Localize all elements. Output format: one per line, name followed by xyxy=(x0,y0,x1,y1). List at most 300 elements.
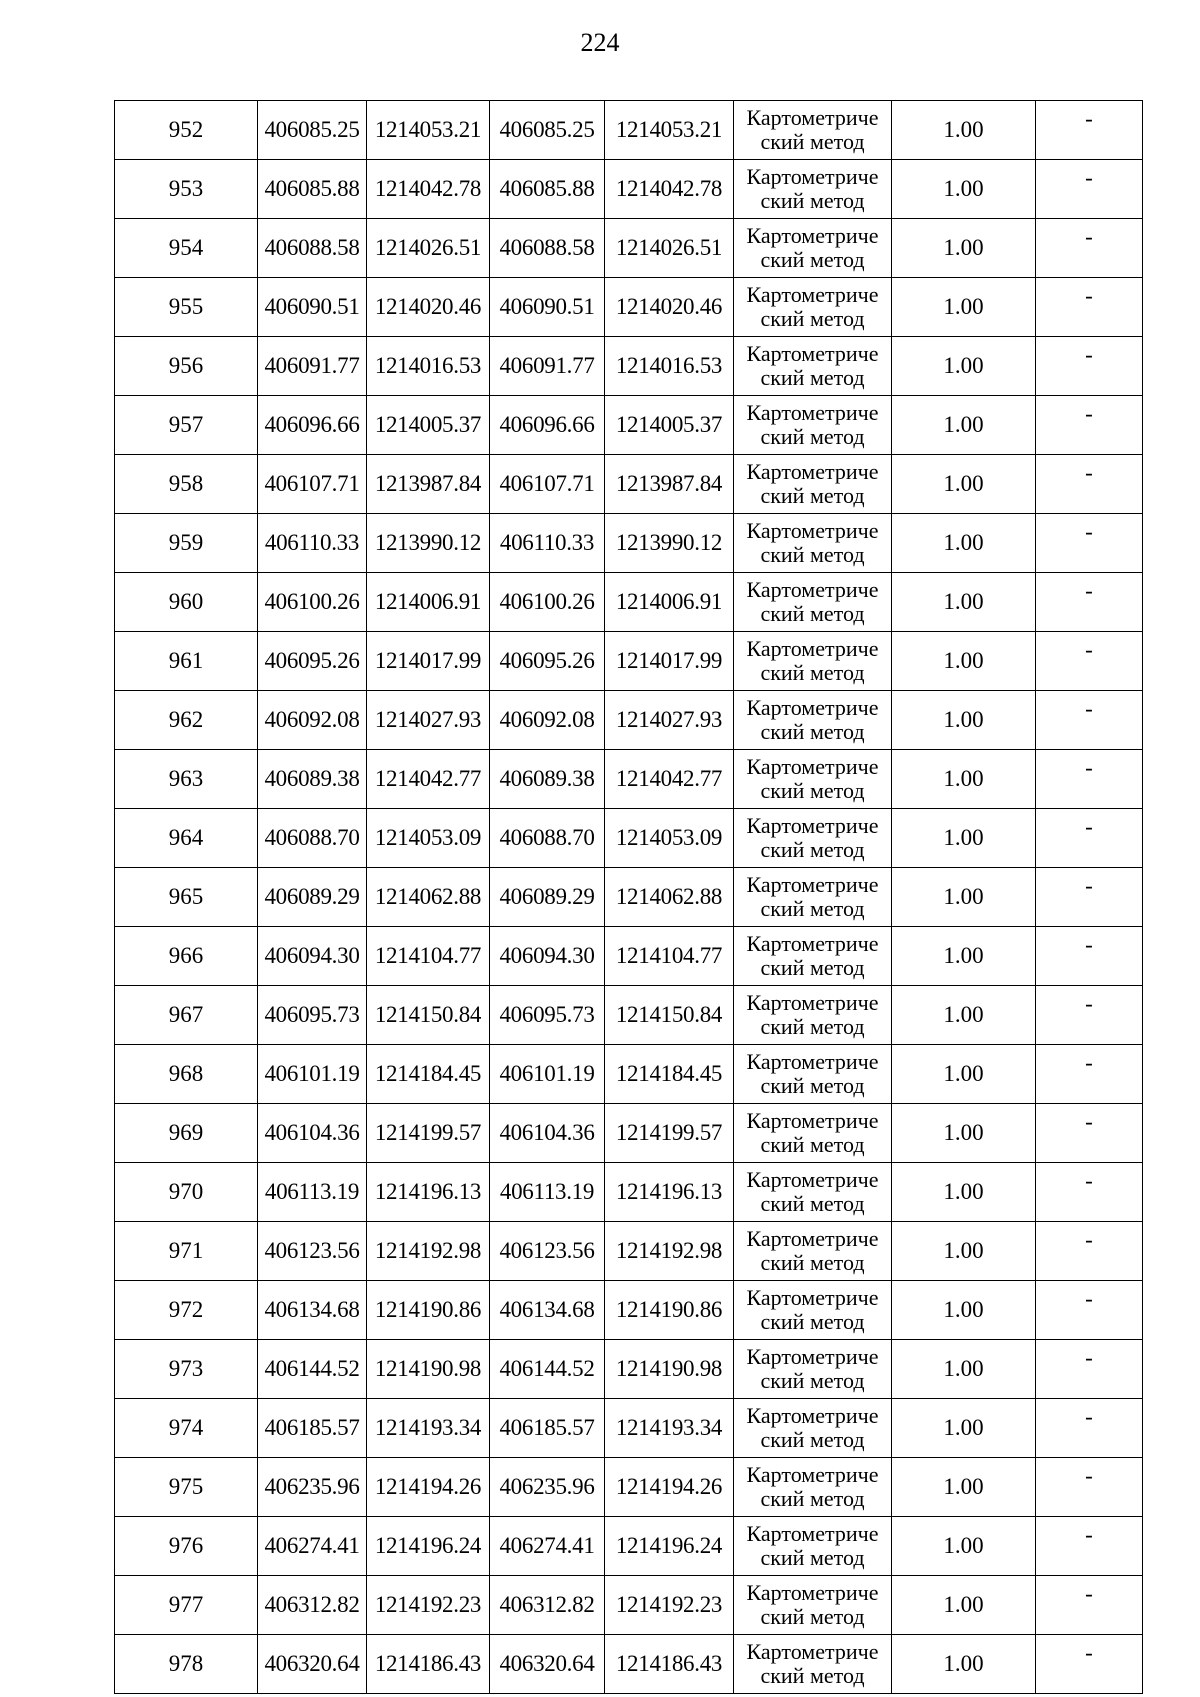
precision-cell: 1.00 xyxy=(892,691,1036,750)
method-line-2: ский метод xyxy=(760,778,865,803)
precision-cell: 1.00 xyxy=(892,986,1036,1045)
table-row xyxy=(115,1340,1143,1399)
x-coordinate-new-cell: 406096.66 xyxy=(490,396,605,455)
x-coordinate-cell: 406085.88 xyxy=(258,160,367,219)
y-coordinate-new-cell: 1214196.13 xyxy=(605,1163,734,1222)
point-number-cell: 959 xyxy=(115,514,258,573)
y-coordinate-new-cell: 1214190.98 xyxy=(605,1340,734,1399)
x-coordinate-new-cell: 406089.29 xyxy=(490,868,605,927)
point-number-cell: 953 xyxy=(115,160,258,219)
method-line-1: Картометриче xyxy=(746,1226,879,1251)
note-cell: - xyxy=(1036,1517,1143,1576)
x-coordinate-new-cell: 406185.57 xyxy=(490,1399,605,1458)
method-cell xyxy=(734,160,892,219)
note-cell: - xyxy=(1036,1399,1143,1458)
table-row xyxy=(115,1576,1143,1635)
y-coordinate-new-cell: 1214020.46 xyxy=(605,278,734,337)
method-line-1: Картометриче xyxy=(746,1580,879,1605)
note-cell: - xyxy=(1036,1163,1143,1222)
x-coordinate-new-cell: 406312.82 xyxy=(490,1576,605,1635)
x-coordinate-cell: 406095.73 xyxy=(258,986,367,1045)
note-cell: - xyxy=(1036,1222,1143,1281)
x-coordinate-new-cell: 406100.26 xyxy=(490,573,605,632)
x-coordinate-new-cell: 406091.77 xyxy=(490,337,605,396)
point-number-cell: 960 xyxy=(115,573,258,632)
method-line-2: ский метод xyxy=(760,188,865,213)
point-number-cell: 963 xyxy=(115,750,258,809)
method-cell xyxy=(734,101,892,160)
x-coordinate-cell: 406090.51 xyxy=(258,278,367,337)
point-number-cell: 957 xyxy=(115,396,258,455)
y-coordinate-new-cell: 1214053.21 xyxy=(605,101,734,160)
point-number-cell: 975 xyxy=(115,1458,258,1517)
method-line-1: Картометриче xyxy=(746,459,879,484)
method-cell xyxy=(734,396,892,455)
note-cell: - xyxy=(1036,1104,1143,1163)
x-coordinate-cell: 406091.77 xyxy=(258,337,367,396)
method-line-2: ский метод xyxy=(760,1132,865,1157)
x-coordinate-new-cell: 406235.96 xyxy=(490,1458,605,1517)
y-coordinate-cell: 1214184.45 xyxy=(367,1045,490,1104)
x-coordinate-cell: 406095.26 xyxy=(258,632,367,691)
y-coordinate-new-cell: 1214193.34 xyxy=(605,1399,734,1458)
point-number-cell: 971 xyxy=(115,1222,258,1281)
method-line-2: ский метод xyxy=(760,1309,865,1334)
method-line-2: ский метод xyxy=(760,896,865,921)
x-coordinate-cell: 406094.30 xyxy=(258,927,367,986)
method-cell xyxy=(734,927,892,986)
method-line-2: ский метод xyxy=(760,129,865,154)
table-row xyxy=(115,278,1143,337)
y-coordinate-new-cell: 1214184.45 xyxy=(605,1045,734,1104)
precision-cell: 1.00 xyxy=(892,1281,1036,1340)
precision-cell: 1.00 xyxy=(892,278,1036,337)
precision-cell: 1.00 xyxy=(892,1163,1036,1222)
method-cell xyxy=(734,809,892,868)
method-line-1: Картометриче xyxy=(746,754,879,779)
method-line-1: Картометриче xyxy=(746,1108,879,1133)
note-cell: - xyxy=(1036,986,1143,1045)
y-coordinate-cell: 1214193.34 xyxy=(367,1399,490,1458)
precision-cell: 1.00 xyxy=(892,632,1036,691)
method-cell xyxy=(734,278,892,337)
x-coordinate-cell: 406085.25 xyxy=(258,101,367,160)
y-coordinate-cell: 1214020.46 xyxy=(367,278,490,337)
method-line-1: Картометриче xyxy=(746,282,879,307)
note-cell: - xyxy=(1036,219,1143,278)
table-row xyxy=(115,1517,1143,1576)
method-line-2: ский метод xyxy=(760,719,865,744)
point-number-cell: 965 xyxy=(115,868,258,927)
x-coordinate-new-cell: 406088.70 xyxy=(490,809,605,868)
y-coordinate-cell: 1214186.43 xyxy=(367,1635,490,1694)
x-coordinate-cell: 406096.66 xyxy=(258,396,367,455)
point-number-cell: 964 xyxy=(115,809,258,868)
y-coordinate-new-cell: 1214104.77 xyxy=(605,927,734,986)
note-cell: - xyxy=(1036,1635,1143,1694)
x-coordinate-cell: 406274.41 xyxy=(258,1517,367,1576)
method-cell xyxy=(734,514,892,573)
note-cell: - xyxy=(1036,927,1143,986)
note-cell: - xyxy=(1036,573,1143,632)
method-line-2: ский метод xyxy=(760,365,865,390)
note-cell: - xyxy=(1036,1576,1143,1635)
point-number-cell: 973 xyxy=(115,1340,258,1399)
precision-cell: 1.00 xyxy=(892,1104,1036,1163)
x-coordinate-new-cell: 406113.19 xyxy=(490,1163,605,1222)
method-line-2: ский метод xyxy=(760,837,865,862)
point-number-cell: 977 xyxy=(115,1576,258,1635)
method-cell xyxy=(734,750,892,809)
method-line-2: ский метод xyxy=(760,1014,865,1039)
y-coordinate-cell: 1214017.99 xyxy=(367,632,490,691)
x-coordinate-cell: 406123.56 xyxy=(258,1222,367,1281)
point-number-cell: 976 xyxy=(115,1517,258,1576)
point-number-cell: 962 xyxy=(115,691,258,750)
page-number: 224 xyxy=(580,28,620,57)
method-line-2: ский метод xyxy=(760,1604,865,1629)
note-cell: - xyxy=(1036,809,1143,868)
method-cell xyxy=(734,1576,892,1635)
method-cell xyxy=(734,1399,892,1458)
table-row xyxy=(115,1635,1143,1694)
x-coordinate-new-cell: 406095.73 xyxy=(490,986,605,1045)
x-coordinate-cell: 406134.68 xyxy=(258,1281,367,1340)
method-line-1: Картометриче xyxy=(746,1285,879,1310)
note-cell: - xyxy=(1036,1281,1143,1340)
method-line-1: Картометриче xyxy=(746,695,879,720)
precision-cell: 1.00 xyxy=(892,1517,1036,1576)
table-row xyxy=(115,396,1143,455)
method-line-2: ский метод xyxy=(760,1191,865,1216)
y-coordinate-cell: 1213987.84 xyxy=(367,455,490,514)
y-coordinate-new-cell: 1214016.53 xyxy=(605,337,734,396)
precision-cell: 1.00 xyxy=(892,1399,1036,1458)
precision-cell: 1.00 xyxy=(892,927,1036,986)
y-coordinate-cell: 1214190.98 xyxy=(367,1340,490,1399)
method-line-2: ский метод xyxy=(760,1368,865,1393)
method-line-2: ский метод xyxy=(760,660,865,685)
point-number-cell: 966 xyxy=(115,927,258,986)
note-cell: - xyxy=(1036,868,1143,927)
y-coordinate-new-cell: 1214190.86 xyxy=(605,1281,734,1340)
point-number-cell: 978 xyxy=(115,1635,258,1694)
y-coordinate-new-cell: 1214017.99 xyxy=(605,632,734,691)
point-number-cell: 969 xyxy=(115,1104,258,1163)
y-coordinate-new-cell: 1214192.98 xyxy=(605,1222,734,1281)
point-number-cell: 967 xyxy=(115,986,258,1045)
point-number-cell: 952 xyxy=(115,101,258,160)
y-coordinate-cell: 1214062.88 xyxy=(367,868,490,927)
coordinates-table-body xyxy=(115,101,1143,1694)
precision-cell: 1.00 xyxy=(892,514,1036,573)
y-coordinate-cell: 1214199.57 xyxy=(367,1104,490,1163)
y-coordinate-new-cell: 1214150.84 xyxy=(605,986,734,1045)
y-coordinate-new-cell: 1214005.37 xyxy=(605,396,734,455)
y-coordinate-new-cell: 1214199.57 xyxy=(605,1104,734,1163)
table-row xyxy=(115,219,1143,278)
method-line-2: ский метод xyxy=(760,306,865,331)
y-coordinate-cell: 1214150.84 xyxy=(367,986,490,1045)
y-coordinate-new-cell: 1214042.77 xyxy=(605,750,734,809)
y-coordinate-cell: 1214027.93 xyxy=(367,691,490,750)
x-coordinate-cell: 406101.19 xyxy=(258,1045,367,1104)
y-coordinate-cell: 1214042.77 xyxy=(367,750,490,809)
precision-cell: 1.00 xyxy=(892,1458,1036,1517)
x-coordinate-new-cell: 406089.38 xyxy=(490,750,605,809)
y-coordinate-cell: 1214053.09 xyxy=(367,809,490,868)
x-coordinate-new-cell: 406320.64 xyxy=(490,1635,605,1694)
method-line-2: ский метод xyxy=(760,1545,865,1570)
precision-cell: 1.00 xyxy=(892,455,1036,514)
precision-cell: 1.00 xyxy=(892,1045,1036,1104)
note-cell: - xyxy=(1036,750,1143,809)
x-coordinate-cell: 406089.29 xyxy=(258,868,367,927)
x-coordinate-cell: 406320.64 xyxy=(258,1635,367,1694)
x-coordinate-new-cell: 406107.71 xyxy=(490,455,605,514)
x-coordinate-new-cell: 406088.58 xyxy=(490,219,605,278)
table-row xyxy=(115,1222,1143,1281)
y-coordinate-cell: 1214005.37 xyxy=(367,396,490,455)
note-cell: - xyxy=(1036,1045,1143,1104)
point-number-cell: 968 xyxy=(115,1045,258,1104)
y-coordinate-new-cell: 1214196.24 xyxy=(605,1517,734,1576)
method-line-1: Картометриче xyxy=(746,1521,879,1546)
precision-cell: 1.00 xyxy=(892,160,1036,219)
x-coordinate-new-cell: 406110.33 xyxy=(490,514,605,573)
precision-cell: 1.00 xyxy=(892,337,1036,396)
y-coordinate-cell: 1214053.21 xyxy=(367,101,490,160)
method-line-2: ский метод xyxy=(760,1250,865,1275)
method-line-1: Картометриче xyxy=(746,1403,879,1428)
x-coordinate-new-cell: 406104.36 xyxy=(490,1104,605,1163)
method-line-2: ский метод xyxy=(760,424,865,449)
x-coordinate-new-cell: 406101.19 xyxy=(490,1045,605,1104)
table-row xyxy=(115,927,1143,986)
method-line-1: Картометриче xyxy=(746,223,879,248)
precision-cell: 1.00 xyxy=(892,219,1036,278)
coordinates-table xyxy=(114,100,1143,1694)
y-coordinate-new-cell: 1214026.51 xyxy=(605,219,734,278)
point-number-cell: 955 xyxy=(115,278,258,337)
note-cell: - xyxy=(1036,278,1143,337)
method-cell xyxy=(734,1458,892,1517)
table-row xyxy=(115,455,1143,514)
method-cell xyxy=(734,1635,892,1694)
table-row xyxy=(115,1045,1143,1104)
x-coordinate-new-cell: 406094.30 xyxy=(490,927,605,986)
method-line-2: ский метод xyxy=(760,601,865,626)
x-coordinate-cell: 406107.71 xyxy=(258,455,367,514)
table-row xyxy=(115,1163,1143,1222)
precision-cell: 1.00 xyxy=(892,1576,1036,1635)
method-cell xyxy=(734,986,892,1045)
method-line-2: ский метод xyxy=(760,247,865,272)
method-cell xyxy=(734,1340,892,1399)
x-coordinate-cell: 406088.58 xyxy=(258,219,367,278)
point-number-cell: 974 xyxy=(115,1399,258,1458)
method-cell xyxy=(734,455,892,514)
method-line-1: Картометриче xyxy=(746,872,879,897)
y-coordinate-cell: 1214196.24 xyxy=(367,1517,490,1576)
method-cell xyxy=(734,1222,892,1281)
table-row xyxy=(115,101,1143,160)
table-row xyxy=(115,337,1143,396)
y-coordinate-new-cell: 1214194.26 xyxy=(605,1458,734,1517)
y-coordinate-cell: 1214196.13 xyxy=(367,1163,490,1222)
method-cell xyxy=(734,691,892,750)
table-row xyxy=(115,750,1143,809)
note-cell: - xyxy=(1036,455,1143,514)
note-cell: - xyxy=(1036,691,1143,750)
x-coordinate-new-cell: 406095.26 xyxy=(490,632,605,691)
point-number-cell: 970 xyxy=(115,1163,258,1222)
y-coordinate-new-cell: 1213990.12 xyxy=(605,514,734,573)
x-coordinate-cell: 406100.26 xyxy=(258,573,367,632)
method-line-1: Картометриче xyxy=(746,1462,879,1487)
y-coordinate-new-cell: 1214042.78 xyxy=(605,160,734,219)
method-line-1: Картометриче xyxy=(746,164,879,189)
method-line-1: Картометриче xyxy=(746,341,879,366)
method-cell xyxy=(734,868,892,927)
y-coordinate-new-cell: 1214006.91 xyxy=(605,573,734,632)
method-line-2: ский метод xyxy=(760,483,865,508)
precision-cell: 1.00 xyxy=(892,750,1036,809)
method-line-2: ский метод xyxy=(760,1663,865,1688)
x-coordinate-cell: 406185.57 xyxy=(258,1399,367,1458)
x-coordinate-cell: 406092.08 xyxy=(258,691,367,750)
precision-cell: 1.00 xyxy=(892,809,1036,868)
method-line-1: Картометриче xyxy=(746,813,879,838)
point-number-cell: 972 xyxy=(115,1281,258,1340)
x-coordinate-cell: 406104.36 xyxy=(258,1104,367,1163)
y-coordinate-cell: 1214192.98 xyxy=(367,1222,490,1281)
precision-cell: 1.00 xyxy=(892,1222,1036,1281)
y-coordinate-cell: 1214190.86 xyxy=(367,1281,490,1340)
method-line-1: Картометриче xyxy=(746,518,879,543)
method-line-2: ский метод xyxy=(760,1486,865,1511)
y-coordinate-new-cell: 1214192.23 xyxy=(605,1576,734,1635)
x-coordinate-cell: 406144.52 xyxy=(258,1340,367,1399)
x-coordinate-new-cell: 406090.51 xyxy=(490,278,605,337)
x-coordinate-cell: 406110.33 xyxy=(258,514,367,573)
y-coordinate-new-cell: 1214062.88 xyxy=(605,868,734,927)
point-number-cell: 958 xyxy=(115,455,258,514)
x-coordinate-new-cell: 406274.41 xyxy=(490,1517,605,1576)
precision-cell: 1.00 xyxy=(892,101,1036,160)
note-cell: - xyxy=(1036,337,1143,396)
note-cell: - xyxy=(1036,396,1143,455)
method-line-1: Картометриче xyxy=(746,636,879,661)
note-cell: - xyxy=(1036,101,1143,160)
precision-cell: 1.00 xyxy=(892,573,1036,632)
method-line-1: Картометриче xyxy=(746,400,879,425)
x-coordinate-cell: 406235.96 xyxy=(258,1458,367,1517)
method-line-1: Картометриче xyxy=(746,990,879,1015)
precision-cell: 1.00 xyxy=(892,868,1036,927)
table-row xyxy=(115,868,1143,927)
method-line-2: ский метод xyxy=(760,542,865,567)
method-line-2: ский метод xyxy=(760,955,865,980)
y-coordinate-new-cell: 1214053.09 xyxy=(605,809,734,868)
x-coordinate-new-cell: 406085.88 xyxy=(490,160,605,219)
point-number-cell: 961 xyxy=(115,632,258,691)
table-row xyxy=(115,632,1143,691)
method-line-2: ский метод xyxy=(760,1427,865,1452)
method-cell xyxy=(734,573,892,632)
method-cell xyxy=(734,1045,892,1104)
note-cell: - xyxy=(1036,632,1143,691)
table-row xyxy=(115,1104,1143,1163)
method-cell xyxy=(734,337,892,396)
x-coordinate-cell: 406312.82 xyxy=(258,1576,367,1635)
precision-cell: 1.00 xyxy=(892,1340,1036,1399)
method-cell xyxy=(734,1517,892,1576)
note-cell: - xyxy=(1036,160,1143,219)
method-cell xyxy=(734,1163,892,1222)
table-row xyxy=(115,514,1143,573)
method-cell xyxy=(734,1281,892,1340)
y-coordinate-cell: 1214006.91 xyxy=(367,573,490,632)
x-coordinate-new-cell: 406085.25 xyxy=(490,101,605,160)
note-cell: - xyxy=(1036,1340,1143,1399)
note-cell: - xyxy=(1036,1458,1143,1517)
table-row xyxy=(115,1458,1143,1517)
y-coordinate-cell: 1214026.51 xyxy=(367,219,490,278)
y-coordinate-new-cell: 1213987.84 xyxy=(605,455,734,514)
method-cell xyxy=(734,632,892,691)
table-row xyxy=(115,1281,1143,1340)
table-row xyxy=(115,691,1143,750)
precision-cell: 1.00 xyxy=(892,396,1036,455)
x-coordinate-new-cell: 406144.52 xyxy=(490,1340,605,1399)
x-coordinate-new-cell: 406092.08 xyxy=(490,691,605,750)
method-line-1: Картометриче xyxy=(746,1049,879,1074)
x-coordinate-new-cell: 406123.56 xyxy=(490,1222,605,1281)
method-cell xyxy=(734,219,892,278)
y-coordinate-new-cell: 1214186.43 xyxy=(605,1635,734,1694)
y-coordinate-cell: 1214192.23 xyxy=(367,1576,490,1635)
y-coordinate-cell: 1214104.77 xyxy=(367,927,490,986)
y-coordinate-cell: 1214194.26 xyxy=(367,1458,490,1517)
point-number-cell: 954 xyxy=(115,219,258,278)
method-cell xyxy=(734,1104,892,1163)
table-row xyxy=(115,573,1143,632)
table-row xyxy=(115,809,1143,868)
point-number-cell: 956 xyxy=(115,337,258,396)
table-row xyxy=(115,160,1143,219)
y-coordinate-new-cell: 1214027.93 xyxy=(605,691,734,750)
method-line-2: ский метод xyxy=(760,1073,865,1098)
x-coordinate-cell: 406088.70 xyxy=(258,809,367,868)
y-coordinate-cell: 1214016.53 xyxy=(367,337,490,396)
method-line-1: Картометриче xyxy=(746,577,879,602)
method-line-1: Картометриче xyxy=(746,931,879,956)
x-coordinate-cell: 406113.19 xyxy=(258,1163,367,1222)
y-coordinate-cell: 1214042.78 xyxy=(367,160,490,219)
method-line-1: Картометриче xyxy=(746,1344,879,1369)
method-line-1: Картометриче xyxy=(746,1639,879,1664)
note-cell: - xyxy=(1036,514,1143,573)
x-coordinate-cell: 406089.38 xyxy=(258,750,367,809)
precision-cell: 1.00 xyxy=(892,1635,1036,1694)
x-coordinate-new-cell: 406134.68 xyxy=(490,1281,605,1340)
y-coordinate-cell: 1213990.12 xyxy=(367,514,490,573)
table-row xyxy=(115,986,1143,1045)
method-line-1: Картометриче xyxy=(746,1167,879,1192)
table-row xyxy=(115,1399,1143,1458)
method-line-1: Картометриче xyxy=(746,105,879,130)
